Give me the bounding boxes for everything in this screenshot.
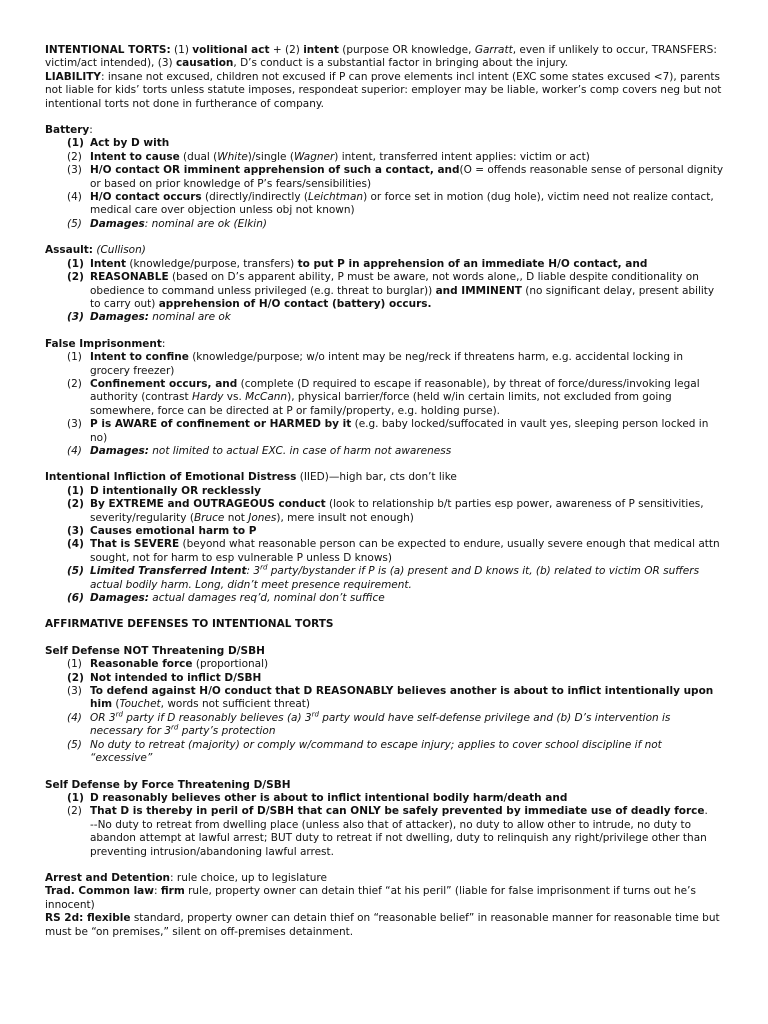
list-number: (4) <box>67 191 82 204</box>
text-run: party/bystander if P is (a) present and D knows it, (b) related to victim OR suffers actual bodily harm. Long, didn’t meet presence requirement. <box>90 565 700 591</box>
paragraph <box>45 645 725 658</box>
spacer <box>45 859 725 872</box>
text-run: By EXTREME and OUTRAGEOUS conduct <box>90 498 326 511</box>
list-item <box>45 418 725 445</box>
text-run: Assault: <box>45 244 94 257</box>
list-item <box>45 445 725 458</box>
list-number: (4) <box>67 444 82 457</box>
text-run: not limited to actual EXC. in case of harm not awareness <box>148 444 452 457</box>
text-run: to put P in apprehension of an immediate H/O contact, and <box>297 257 648 270</box>
text-run: (beyond what reasonable person can be expected to endure, usually severe enough that medical attn sought, not for harm to esp vulnerable P unless D knows) <box>90 538 720 564</box>
text-run: , words not sufficient threat) <box>160 698 310 711</box>
text-run: (no significant delay, present ability to carry out) <box>90 284 715 310</box>
list-item <box>45 191 725 218</box>
text-run: ) intent, transferred intent applies: victim or act) <box>334 150 590 163</box>
list-number: (5) <box>67 217 82 230</box>
text-run: P is AWARE of confinement or HARMED by it <box>90 418 352 431</box>
list-number: (5) <box>67 565 84 578</box>
text-run: party’s protection <box>178 725 276 738</box>
text-run: Damages <box>90 217 145 230</box>
list-item <box>45 658 725 671</box>
numbered-list <box>45 258 725 325</box>
text-run: causation <box>175 57 234 70</box>
list-item <box>45 592 725 605</box>
paragraph <box>45 244 725 257</box>
text-run: Damages: <box>90 444 149 457</box>
text-run: Jones <box>248 511 277 524</box>
text-run: To defend against H/O conduct that D REASONABLY believes another is about to inflict intentionally upon him <box>90 685 714 711</box>
list-item <box>45 137 725 150</box>
list-item <box>45 672 725 685</box>
text-run: Reasonable force <box>90 658 193 671</box>
list-number: (3) <box>67 685 82 698</box>
list-number: (5) <box>67 738 82 751</box>
document-body <box>45 44 725 939</box>
text-run: INTENTIONAL TORTS: <box>45 44 171 56</box>
list-number: (4) <box>67 538 84 551</box>
text-run: H/O contact occurs <box>90 191 202 204</box>
text-run: Not intended to inflict D/SBH <box>90 671 262 684</box>
text-run: Leichtman <box>307 191 364 204</box>
list-number: (4) <box>67 711 82 724</box>
text-run: ) or force set in motion (dug hole), victim need not realize contact, medical care over objection unless obj not known) <box>90 191 714 217</box>
list-item <box>45 271 725 311</box>
text-run: (dual ( <box>179 150 218 163</box>
text-run: . <box>704 805 708 818</box>
text-run: volitional act <box>192 44 270 56</box>
text-run: nominal are ok <box>148 311 231 324</box>
list-item <box>45 792 725 805</box>
paragraph <box>45 779 725 792</box>
text-run: standard, property owner can detain thief on “reasonable belief” in reasonable manner for reasonable time but must be “on premises,” silent on off-premises detainment. <box>45 912 720 938</box>
list-number: (3) <box>67 525 84 537</box>
text-run: party if D reasonably believes (a) 3 <box>122 711 312 724</box>
spacer <box>45 231 725 244</box>
text-run: Intentional Infliction of Emotional Distress <box>45 471 297 484</box>
list-item <box>45 538 725 565</box>
list-number: (1) <box>67 791 84 804</box>
list-item <box>45 819 725 859</box>
text-run: (complete (D required to escape if reasonable), by threat of force/duress/invoking legal authority (contrast <box>90 377 700 404</box>
text-run: Trad. Common law <box>45 885 154 898</box>
text-run: rd <box>260 563 268 572</box>
numbered-list <box>45 137 725 231</box>
text-run: : rule choice, up to legislature <box>170 871 327 884</box>
text-run: False Imprisonment <box>45 337 162 350</box>
text-run: (knowledge/purpose; w/o intent may be neg/reck if threatens harm, e.g. accidental locking in grocery freezer) <box>90 351 683 377</box>
paragraph <box>45 912 725 939</box>
spacer <box>45 766 725 779</box>
text-run: : <box>153 885 161 898</box>
text-run: That is SEVERE <box>90 538 180 551</box>
text-run: White <box>217 150 248 163</box>
text-run: (IIED)—high bar, cts don’t like <box>296 471 457 484</box>
paragraph <box>45 338 725 351</box>
list-number: (1) <box>67 484 84 497</box>
spacer <box>45 325 725 338</box>
text-run: (e.g. baby locked/suffocated in vault yes, sleeping person locked in no) <box>90 418 709 444</box>
paragraph <box>45 618 725 631</box>
paragraph <box>45 124 725 137</box>
numbered-list <box>45 658 725 765</box>
list-item <box>45 712 725 739</box>
spacer <box>45 458 725 471</box>
text-run: Bruce <box>193 511 225 524</box>
text-run: Intent to confine <box>90 351 189 364</box>
text-run: AFFIRMATIVE DEFENSES TO INTENTIONAL TORTS <box>45 618 334 631</box>
list-number: (2) <box>67 805 82 818</box>
list-number: (1) <box>67 257 84 270</box>
text-run: Touchet <box>119 698 161 711</box>
text-run: (knowledge/purpose, transfers) <box>126 257 298 270</box>
text-run: , D’s conduct is a substantial factor in bringing about the injury. <box>233 57 568 70</box>
text-run: Garratt <box>474 44 513 56</box>
text-run: and IMMINENT <box>435 284 522 297</box>
list-item <box>45 565 725 592</box>
text-run: rule, property owner can detain thief “at his peril” (liable for false imprisonment if turns out he’s innocent) <box>45 885 696 911</box>
list-item <box>45 485 725 498</box>
spacer <box>45 605 725 618</box>
numbered-list <box>45 351 725 458</box>
paragraph <box>45 471 725 484</box>
text-run: H/O contact OR imminent apprehension of such a contact, and <box>90 164 460 177</box>
text-run: rd <box>311 710 319 719</box>
text-run: (directly/indirectly ( <box>201 191 308 204</box>
list-number: (6) <box>67 592 84 605</box>
text-run: (O = offends reasonable sense of personal dignity or based on prior knowledge of P’s fears/sensibilities) <box>90 164 724 190</box>
list-number: (3) <box>67 418 82 431</box>
text-run: party would have self-defense privilege and (b) D’s intervention is necessary for 3 <box>90 711 671 738</box>
text-run: Act by D with <box>90 137 170 150</box>
list-number: (3) <box>67 311 84 324</box>
list-number: (2) <box>67 271 84 284</box>
text-run: : <box>89 124 93 137</box>
text-run: D reasonably believes other is about to inflict intentional bodily harm/death and <box>90 791 568 804</box>
paragraph <box>45 44 725 71</box>
list-item <box>45 739 725 766</box>
text-run: ), mere insult not enough) <box>276 511 414 524</box>
spacer <box>45 632 725 645</box>
text-run: apprehension of H/O contact (battery) occurs. <box>158 297 432 310</box>
text-run: Confinement occurs, and <box>90 377 238 390</box>
text-run: firm <box>160 885 185 898</box>
text-run: intent <box>303 44 339 56</box>
text-run: Causes emotional harm to P <box>90 525 257 537</box>
paragraph <box>45 71 725 111</box>
list-item <box>45 258 725 271</box>
list-item <box>45 151 725 164</box>
text-run: , even if unlikely to occur, TRANSFERS: victim/act intended), (3) <box>45 44 717 70</box>
text-run: Wagner <box>293 150 335 163</box>
list-number: (2) <box>67 377 82 390</box>
text-run: ), physical barrier/force (held w/in certain limits, not excluded from going somewhere, force can be directed at P or family/property, e.g. holding purse). <box>90 391 672 417</box>
paragraph <box>45 885 725 912</box>
text-run: McCann <box>245 391 288 404</box>
text-run: Arrest and Detention <box>45 871 171 884</box>
text-run: Damages: <box>90 311 149 324</box>
list-item <box>45 311 725 324</box>
text-run: D intentionally OR recklessly <box>90 484 261 497</box>
text-run: (Cullison) <box>96 244 146 257</box>
numbered-list <box>45 792 725 859</box>
text-run: That D is thereby in peril of D/SBH that can ONLY be safely prevented by immediate use of deadly force <box>90 805 705 818</box>
list-number: (2) <box>67 671 84 684</box>
list-item <box>45 805 725 818</box>
text-run: : nominal are ok (Elkin) <box>144 217 267 230</box>
text-run: Self Defense NOT Threatening D/SBH <box>45 644 265 657</box>
paragraph <box>45 872 725 885</box>
list-item <box>45 351 725 378</box>
text-run: actual damages req’d, nominal don’t suffice <box>148 592 385 605</box>
list-item <box>45 218 725 231</box>
list-item <box>45 498 725 525</box>
text-run: No duty to retreat (majority) or comply w/command to escape injury; applies to cover school discipline if not “excessive” <box>90 738 662 765</box>
list-item <box>45 164 725 191</box>
list-number: (3) <box>67 164 82 177</box>
text-run: ( <box>112 698 120 711</box>
list-item <box>45 685 725 712</box>
text-run: : <box>161 337 166 350</box>
text-run: Intent <box>90 257 127 270</box>
list-number: (1) <box>67 658 82 671</box>
text-run: + (2) <box>269 44 304 56</box>
text-run: (purpose OR knowledge, <box>338 44 475 56</box>
list-number: (2) <box>67 498 84 511</box>
text-run: Battery <box>45 124 90 137</box>
list-item <box>45 525 725 538</box>
list-number: (1) <box>67 351 82 364</box>
text-run: )/single ( <box>247 150 294 163</box>
text-run: RS 2d: flexible <box>45 912 131 925</box>
text-run: (look to relationship b/t parties esp power, awareness of P sensitivities, severity/regularity ( <box>90 498 704 524</box>
list-item <box>45 378 725 418</box>
text-run: (proportional) <box>192 658 269 671</box>
text-run: not <box>224 511 249 524</box>
text-run: rd <box>171 723 179 732</box>
text-run: Limited Transferred Intent <box>90 565 247 578</box>
text-run: : insane not excused, children not excused if P can prove elements incl intent (EXC some states excused <7), parents not liable for kids’ torts unless statute imposes, respondeat superior: employer may be liable, worker’s comp covers neg but not intentional torts not done in furtherance of company. <box>45 70 722 110</box>
text-run: rd <box>115 710 123 719</box>
text-run: Self Defense by Force Threatening D/SBH <box>45 778 291 791</box>
text-run: REASONABLE <box>90 271 169 284</box>
text-run: Intent to cause <box>90 150 180 163</box>
text-run: OR 3 <box>90 711 116 724</box>
text-run: LIABILITY <box>45 70 101 83</box>
text-run: Damages: <box>90 592 149 605</box>
text-run: (based on D’s apparent ability, P must be aware, not words alone,, D liable despite conditionality on obedience to command unless privileged (e.g. threat to burglar)) <box>90 271 699 297</box>
text-run: --No duty to retreat from dwelling place (unless also that of attacker), no duty to allow other to intrude, no duty to abandon attempt at lawful arrest; BUT duty to retreat if not dwelling, duty to relinquish any right/privilege other than preventing intrusion/abandoning lawful arrest. <box>90 818 707 858</box>
text-run: : 3 <box>246 565 261 578</box>
numbered-list <box>45 485 725 606</box>
text-run: vs. <box>223 391 246 404</box>
list-number: (2) <box>67 150 82 163</box>
text-run: (1) <box>170 44 193 56</box>
spacer <box>45 111 725 124</box>
text-run: Hardy <box>191 391 224 404</box>
list-number: (1) <box>67 137 84 150</box>
